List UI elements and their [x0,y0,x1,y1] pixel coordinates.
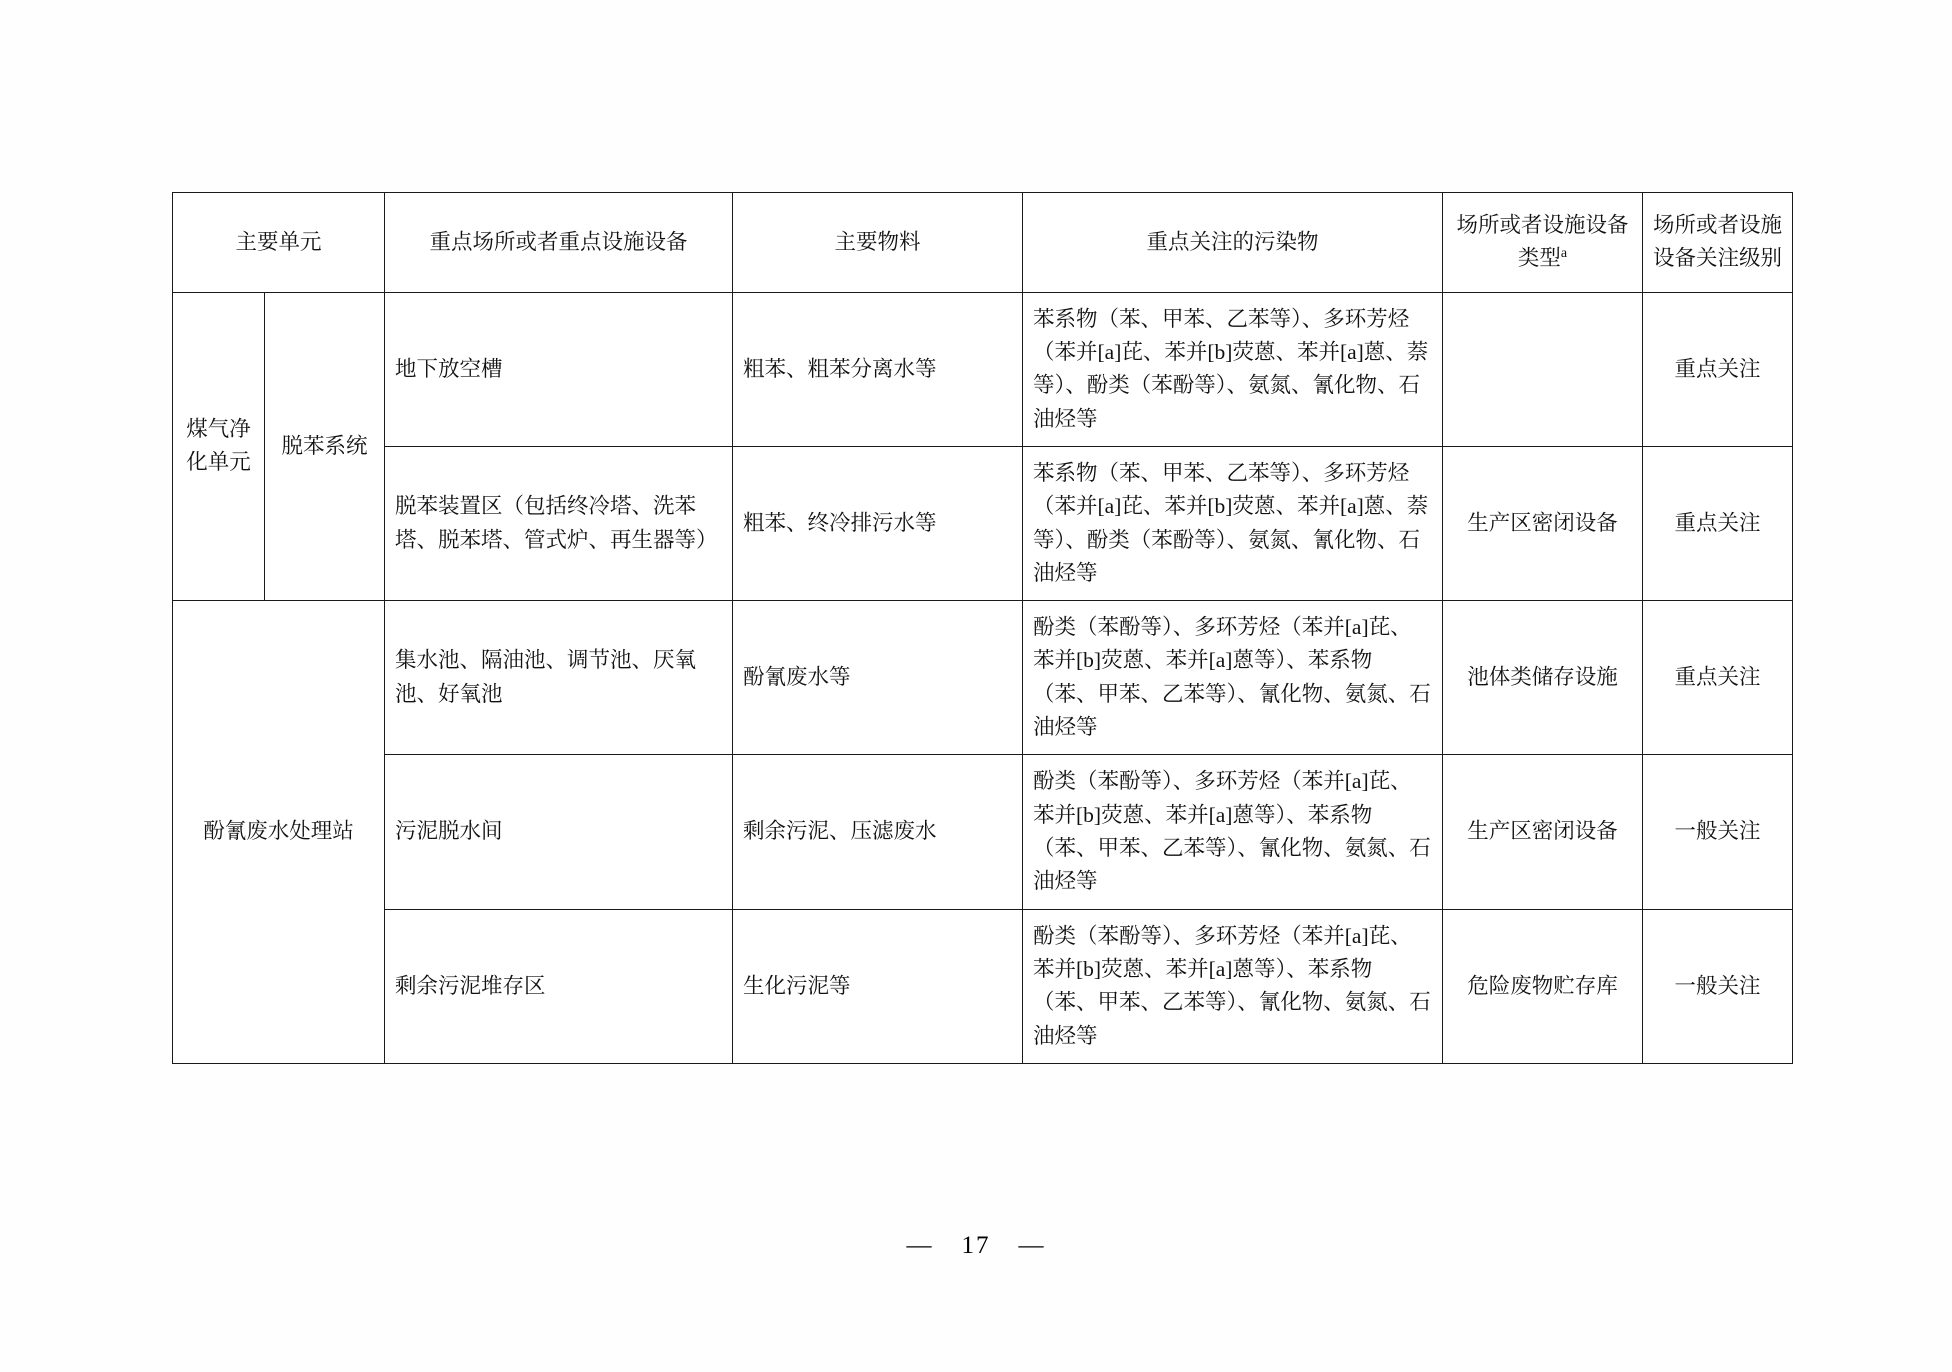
cell-unit: 酚氰废水处理站 [173,601,385,1064]
header-facility-type-label: 场所或者设施设备类型 [1456,213,1629,271]
cell-pollutants: 酚类（苯酚等）、多环芳烃（苯并[a]芘、苯并[b]荧蒽、苯并[a]蒽等）、苯系物（苯、甲苯、乙苯等）、氰化物、氨氮、石油烃等 [1023,909,1443,1063]
table-row [173,909,1793,1063]
cell-site: 剩余污泥堆存区 [385,909,733,1063]
table-row [173,446,1793,600]
cell-level: 重点关注 [1643,292,1793,446]
header-facility-type [1443,193,1643,293]
table-row [173,755,1793,909]
cell-unit: 煤气净化单元 [173,292,265,601]
header-main-material: 主要物料 [733,193,1023,293]
page-number: 17 [961,1232,991,1259]
cell-site: 集水池、隔油池、调节池、厌氧池、好氧池 [385,601,733,755]
cell-material: 生化污泥等 [733,909,1023,1063]
cell-site: 脱苯装置区（包括终冷塔、洗苯塔、脱苯塔、管式炉、再生器等） [385,446,733,600]
header-key-site: 重点场所或者重点设施设备 [385,193,733,293]
cell-facility-type: 危险废物贮存库 [1443,909,1643,1063]
table-row [173,601,1793,755]
cell-level: 一般关注 [1643,755,1793,909]
cell-material: 剩余污泥、压滤废水 [733,755,1023,909]
page-footer [0,1232,1952,1260]
pollution-sites-table-wrapper [172,192,1792,1064]
cell-subunit: 脱苯系统 [265,292,385,601]
header-footnote-marker: a [1560,246,1568,262]
table-header-row [173,193,1793,293]
cell-facility-type [1443,292,1643,446]
cell-pollutants: 酚类（苯酚等）、多环芳烃（苯并[a]芘、苯并[b]荧蒽、苯并[a]蒽等）、苯系物（苯、甲苯、乙苯等）、氰化物、氨氮、石油烃等 [1023,755,1443,909]
cell-site: 污泥脱水间 [385,755,733,909]
cell-site: 地下放空槽 [385,292,733,446]
cell-material: 酚氰废水等 [733,601,1023,755]
cell-facility-type: 池体类储存设施 [1443,601,1643,755]
header-key-pollutants: 重点关注的污染物 [1023,193,1443,293]
header-main-unit: 主要单元 [173,193,385,293]
cell-pollutants: 酚类（苯酚等）、多环芳烃（苯并[a]芘、苯并[b]荧蒽、苯并[a]蒽等）、苯系物（苯、甲苯、乙苯等）、氰化物、氨氮、石油烃等 [1023,601,1443,755]
cell-level: 重点关注 [1643,446,1793,600]
cell-material: 粗苯、粗苯分离水等 [733,292,1023,446]
cell-material: 粗苯、终冷排污水等 [733,446,1023,600]
header-attention-level: 场所或者设施设备关注级别 [1643,193,1793,293]
cell-facility-type: 生产区密闭设备 [1443,446,1643,600]
footer-dash-left: — [906,1232,934,1259]
pollution-sites-table [172,192,1793,1064]
cell-pollutants: 苯系物（苯、甲苯、乙苯等）、多环芳烃（苯并[a]芘、苯并[b]荧蒽、苯并[a]蒽、萘等）、酚类（苯酚等）、氨氮、氰化物、石油烃等 [1023,292,1443,446]
cell-level: 一般关注 [1643,909,1793,1063]
cell-level: 重点关注 [1643,601,1793,755]
footer-dash-right: — [1018,1232,1046,1259]
cell-pollutants: 苯系物（苯、甲苯、乙苯等）、多环芳烃（苯并[a]芘、苯并[b]荧蒽、苯并[a]蒽、萘等）、酚类（苯酚等）、氨氮、氰化物、石油烃等 [1023,446,1443,600]
table-row [173,292,1793,446]
cell-facility-type: 生产区密闭设备 [1443,755,1643,909]
